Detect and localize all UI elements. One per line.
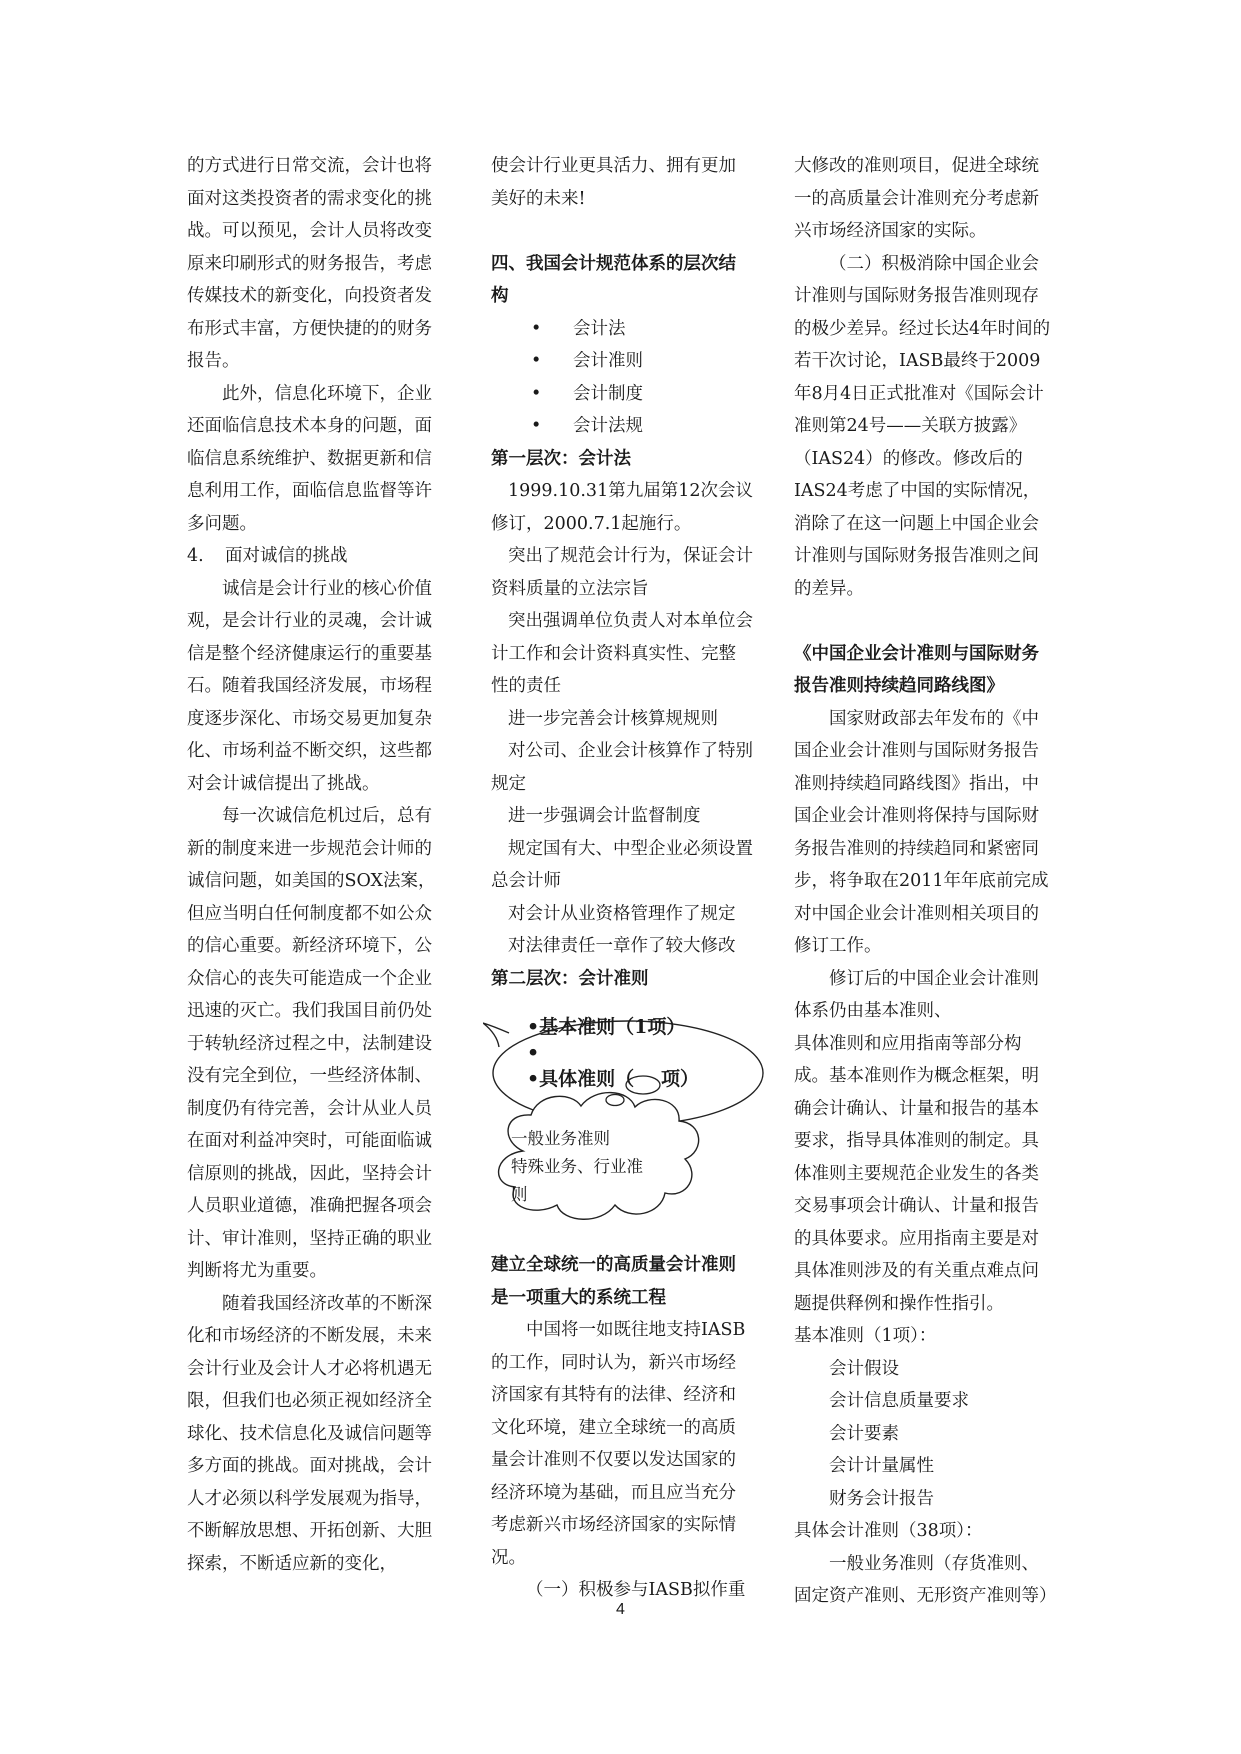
list-item: 会计计量属性 [829, 1456, 934, 1476]
list-item: 进一步强调会计监督制度 [508, 806, 701, 826]
level-heading: 第一层次：会计法 [491, 448, 631, 469]
column-middle [491, 150, 753, 1607]
list-label: 具体会计准则（38项）： [794, 1521, 983, 1541]
bullet-icon: • [531, 383, 542, 404]
section-number: 4. [187, 546, 204, 566]
list-item: 突出强调单位负责人对本单位会计工作和会计资料真实性、完整性的责任 [491, 611, 753, 696]
bullet-item: • 会计准则 [491, 345, 753, 378]
paragraph: （一）积极参与IASB拟作重 [526, 1580, 746, 1600]
bubble-tail [483, 1023, 509, 1047]
paragraph: （二）积极消除中国企业会计准则与国际财务报告准则现存的极少差异。经过长达4年时间的若干次讨论，IASB最终于2009年8月4日正式批准对《国际会计准则第24号——关联方披露》（IAS24）的修改。修改后的IAS24考虑了中国的实际情况，消除了在这一问题上中国企业会计准则与国际财务报告准则之间的差异。 [794, 253, 1051, 599]
list-item: 会计信息质量要求 [829, 1391, 969, 1411]
diagram-specific-standards-right: 项） [661, 1068, 700, 1090]
paragraph: 国家财政部去年发布的《中国企业会计准则与国际财务报告准则持续趋同路线图》指出，中国企业会计准则将保持与国际财务报告准则的持续趋同和紧密同步，将争取在2011年年底前完成对中国企业会计准则相关项目的修订工作。 [794, 708, 1049, 956]
paragraph: 大修改的准则项目，促进全球统一的高质量会计准则充分考虑新兴市场经济国家的实际。 [794, 156, 1039, 241]
level-heading: 第二层次：会计准则 [491, 968, 649, 989]
cloud-text: 一般业务准则 特殊业务、行业准 则 [511, 1129, 643, 1204]
bullet-item: • 会计法 [491, 313, 753, 346]
page-number: 4 [616, 1601, 625, 1618]
list-item: 会计假设 [829, 1358, 899, 1379]
column-right [794, 150, 1056, 1613]
list-item: 对会计从业资格管理作了规定 [508, 903, 736, 924]
bullet-icon: • [531, 416, 542, 436]
bullet-icon: • [531, 318, 542, 339]
column-left [187, 150, 449, 1580]
list-item: 突出了规范会计行为，保证会计资料质量的立法宗旨 [491, 546, 753, 599]
list-item: 会计要素 [829, 1423, 899, 1444]
paragraph: 中国将一如既往地支持IASB的工作，同时认为，新兴市场经济国家有其特有的法律、经济和文化环境，建立全球统一的高质量会计准则不仅要以发达国家的经济环境为基础，而且应当充分考虑新兴市场经济国家的实际情况。 [491, 1320, 746, 1568]
section-heading: 建立全球统一的高质量会计准则 [491, 1255, 736, 1275]
section-heading: 是一项重大的系统工程 [491, 1287, 666, 1308]
list-item: 一般业务准则（存货准则、固定资产准则、无形资产准则等） [794, 1553, 1057, 1606]
diagram-specific-standards-left: •具体准则（ [527, 1068, 635, 1090]
paragraph: 诚信是会计行业的核心价值观，是会计行业的灵魂，会计诚信是整个经济健康运行的重要基石。随着我国经济发展，市场程度逐步深化、市场交易更加复杂化、市场利益不断交织，这些都对会计诚信提出了挑战。 [187, 578, 432, 794]
paragraph: 修订后的中国企业会计准则体系仍由基本准则、 [794, 968, 1039, 1021]
list-label: 基本准则（1项）： [794, 1326, 937, 1346]
list-item: 对法律责任一章作了较大修改 [508, 936, 736, 956]
list-item: 1999.10.31第九届第12次会议修订，2000.7.1起施行。 [491, 481, 753, 534]
paragraph: 具体准则和应用指南等部分构成。基本准则作为概念框架，明确会计确认、计量和报告的基本要求，指导具体准则的制定。具体准则主要规范企业发生的各类交易事项会计确认、计量和报告的具体要求。应用指南主要是对具体准则涉及的有关重点难点问题提供释例和操作性指引。 [794, 1033, 1039, 1314]
bullet-item: • 会计制度 [491, 378, 753, 411]
bullet-item: • 会计法规 [491, 410, 753, 443]
section-title: 面对诚信的挑战 [225, 546, 348, 566]
list-item: 财务会计报告 [829, 1488, 934, 1509]
standards-diagram [491, 1001, 753, 1241]
section-heading: 报告准则持续趋同路线图》 [794, 676, 1004, 696]
section-heading: 《中国企业会计准则与国际财务 [794, 643, 1039, 664]
paragraph: 随着我国经济改革的不断深化和市场经济的不断发展，未来会计行业及会计人才必将机遇无限，但我们也必须正视如经济全球化、技术信息化及诚信问题等多方面的挑战。面对挑战，会计人才必须以科学发展观为指导，不断解放思想、开拓创新、大胆探索，不断适应新的变化， [187, 1293, 432, 1574]
diagram-basic-standards: •基本准则（1项） [527, 1016, 686, 1038]
paragraph: 使会计行业更具活力、拥有更加美好的未来! [491, 156, 736, 209]
paragraph: 此外，信息化环境下，企业还面临信息技术本身的问题，面临信息系统维护、数据更新和信息利用工作，面临信息监督等许多问题。 [187, 383, 432, 534]
paragraph: 每一次诚信危机过后，总有新的制度来进一步规范会计师的诚信问题，如美国的SOX法案，但应当明白任何制度都不如公众的信心重要。新经济环境下，公众信心的丧失可能造成一个企业迅速的灭亡。我们我国目前仍处于转轨经济过程之中，法制建设没有完全到位，一些经济体制、制度仍有待完善，会计从业人员在面对利益冲突时，可能面临诚信原则的挑战，因此，坚持会计人员职业道德，准确把握各项会计、审计准则，坚持正确的职业判断将尤为重要。 [187, 806, 436, 1281]
list-item: 进一步完善会计核算规规则 [508, 708, 718, 729]
list-item: 规定国有大、中型企业必须设置总会计师 [491, 838, 753, 891]
list-item: 对公司、企业会计核算作了特别规定 [491, 741, 753, 794]
section-heading [187, 540, 449, 573]
diagram-bullet: • [527, 1042, 540, 1064]
bullet-icon: • [531, 351, 542, 371]
thought-bubble-small [606, 1095, 624, 1106]
section-heading: 四、我国会计规范体系的层次结构 [491, 253, 736, 306]
paragraph: 的方式进行日常交流，会计也将面对这类投资者的需求变化的挑战。可以预见，会计人员将改变原来印刷形式的财务报告，考虑传媒技术的新变化，向投资者发布形式丰富，方便快捷的的财务报告。 [187, 156, 432, 371]
